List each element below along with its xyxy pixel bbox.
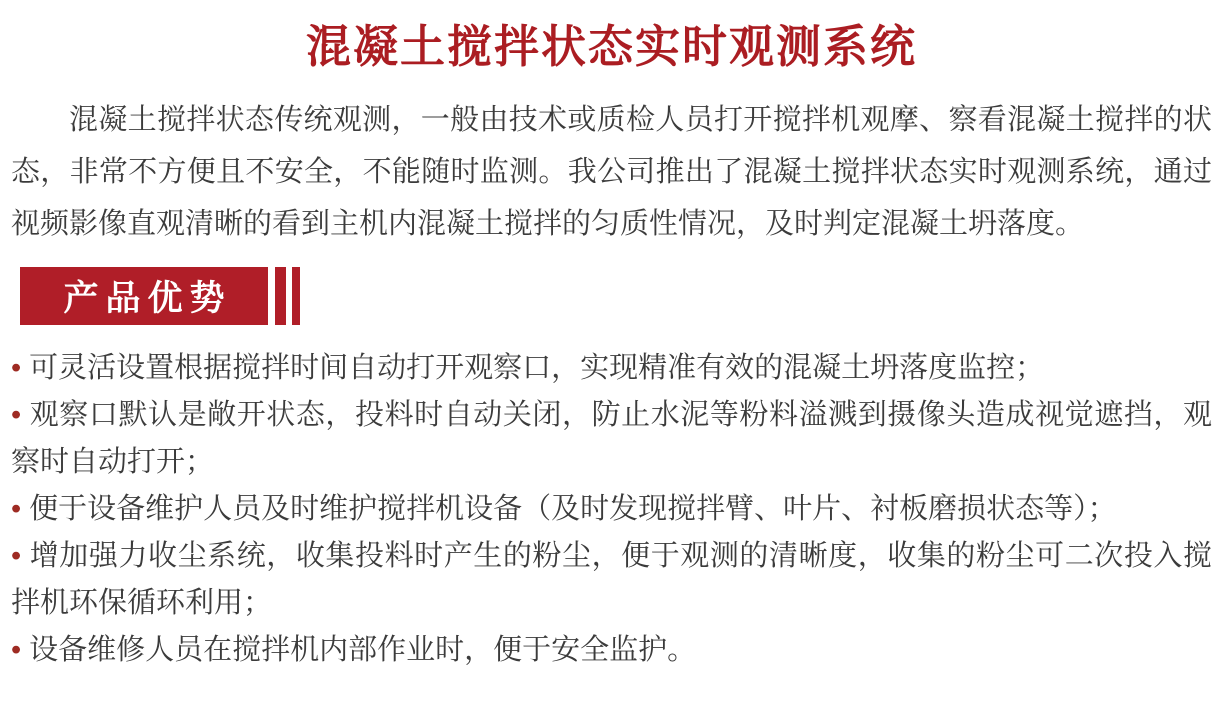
advantage-item bbox=[11, 486, 1212, 533]
bullet-icon: • bbox=[11, 540, 22, 572]
page-title: 混凝土搅拌状态实时观测系统 bbox=[305, 22, 917, 72]
advantages-list bbox=[11, 345, 1212, 674]
advantage-text: 便于设备维护人员及时维护搅拌机设备（及时发现搅拌臂、叶片、衬板磨损状态等）； bbox=[29, 493, 1117, 525]
advantage-text: 设备维修人员在搅拌机内部作业时，便于安全监护。 bbox=[29, 634, 697, 666]
advantage-text: 可灵活设置根据搅拌时间自动打开观察口，实现精准有效的混凝土坍落度监控； bbox=[29, 352, 1045, 384]
section-header bbox=[20, 267, 1223, 325]
advantage-item bbox=[11, 533, 1212, 627]
advantage-item bbox=[11, 392, 1212, 486]
decorative-bar-thick bbox=[275, 267, 286, 325]
section-banner: 产品优势 bbox=[20, 267, 268, 325]
bullet-icon: • bbox=[11, 399, 22, 431]
bullet-icon: • bbox=[11, 352, 22, 384]
decorative-bar-thin bbox=[292, 267, 300, 325]
advantage-item bbox=[11, 627, 1212, 674]
advantage-text: 增加强力收尘系统，收集投料时产生的粉尘，便于观测的清晰度，收集的粉尘可二次投入搅拌机环保循环利用； bbox=[11, 540, 1212, 619]
bullet-icon: • bbox=[11, 634, 22, 666]
intro-paragraph: 混凝土搅拌状态传统观测，一般由技术或质检人员打开搅拌机观摩、察看混凝土搅拌的状态，非常不方便且不安全，不能随时监测。我公司推出了混凝土搅拌状态实时观测系统，通过视频影像直观清晰的看到主机内混凝土搅拌的匀质性情况，及时判定混凝土坍落度。 bbox=[11, 104, 1212, 240]
document-page bbox=[0, 22, 1223, 712]
advantage-item bbox=[11, 345, 1212, 392]
bullet-icon: • bbox=[11, 493, 22, 525]
advantage-text: 观察口默认是敞开状态，投料时自动关闭，防止水泥等粉料溢溅到摄像头造成视觉遮挡，观察时自动打开； bbox=[11, 399, 1212, 478]
